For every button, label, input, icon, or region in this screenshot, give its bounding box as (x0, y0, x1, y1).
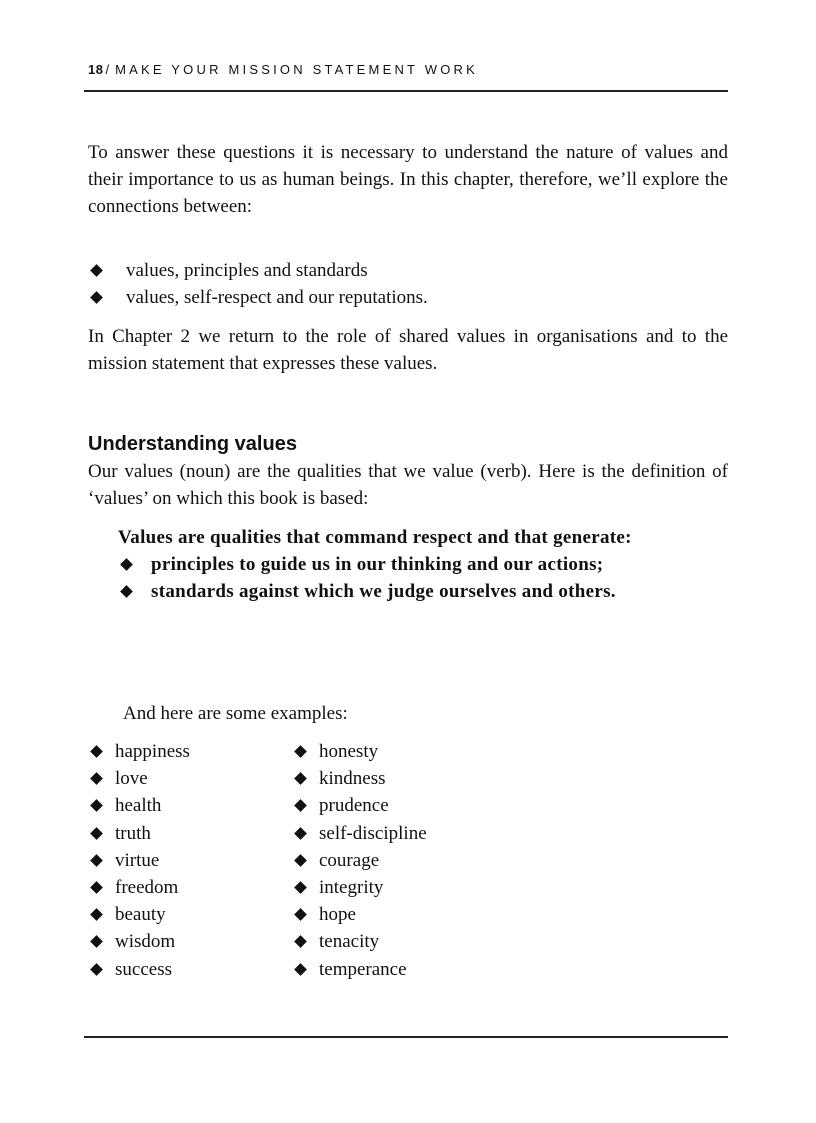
diamond-bullet-icon (90, 264, 103, 277)
list-item (88, 928, 190, 955)
list-item (292, 901, 427, 928)
diamond-bullet-icon (294, 881, 307, 894)
list-item (88, 956, 190, 983)
diamond-bullet-icon (90, 881, 103, 894)
list-item-text: values, self-respect and our reputations. (126, 287, 428, 308)
example-value: kindness (319, 768, 386, 790)
examples-left-column (88, 738, 190, 983)
list-item-text: principles to guide us in our thinking and our actions; (151, 554, 604, 575)
diamond-bullet-icon (90, 291, 103, 304)
diamond-bullet-icon (294, 908, 307, 921)
diamond-bullet-icon (294, 800, 307, 813)
diamond-bullet-icon (90, 772, 103, 785)
intro-paragraph: To answer these questions it is necessary to understand the nature of values and their importance to us as human beings. In this chapter, therefore, we’ll explore the connections between: (88, 142, 728, 217)
diamond-bullet-icon (90, 963, 103, 976)
diamond-bullet-icon (120, 585, 133, 598)
diamond-bullet-icon (294, 963, 307, 976)
list-item (88, 284, 728, 311)
diamond-bullet-icon (90, 908, 103, 921)
example-value: tenacity (319, 931, 380, 953)
example-value: happiness (115, 741, 190, 762)
examples-right-column (292, 738, 427, 983)
list-item (292, 738, 427, 765)
diamond-bullet-icon (294, 745, 307, 758)
list-item (88, 820, 190, 847)
header-separator: / (105, 62, 110, 77)
example-value: freedom (115, 877, 179, 899)
example-value: self-discipline (319, 822, 427, 844)
header-rule (84, 90, 728, 92)
example-value: temperance (319, 958, 407, 980)
diamond-bullet-icon (294, 772, 307, 785)
example-value: health (115, 795, 162, 817)
diamond-bullet-icon (90, 745, 103, 758)
section-heading: Understanding values (88, 433, 297, 455)
diamond-bullet-icon (90, 827, 103, 840)
example-value: success (115, 958, 172, 980)
example-value: truth (115, 822, 151, 844)
examples-intro: And here are some examples: (123, 703, 348, 724)
running-header (88, 62, 478, 77)
footer-rule (84, 1036, 728, 1038)
list-item (118, 551, 728, 578)
diamond-bullet-icon (90, 854, 103, 867)
running-title: MAKE YOUR MISSION STATEMENT WORK (115, 62, 479, 77)
book-page (88, 0, 728, 1123)
list-item (292, 874, 427, 901)
definition-block (118, 524, 728, 605)
example-value: integrity (319, 877, 384, 899)
definition-list (118, 551, 728, 605)
example-value: hope (319, 904, 356, 926)
example-value: love (115, 768, 148, 790)
diamond-bullet-icon (90, 936, 103, 949)
diamond-bullet-icon (120, 558, 133, 571)
example-value: honesty (319, 741, 379, 762)
example-value: beauty (115, 904, 166, 926)
example-value: wisdom (115, 931, 176, 953)
diamond-bullet-icon (90, 800, 103, 813)
page-number: 18 (88, 62, 104, 77)
list-item (88, 765, 190, 792)
list-item (292, 847, 427, 874)
diamond-bullet-icon (294, 854, 307, 867)
list-item (292, 820, 427, 847)
definition-intro: Values are qualities that command respect and that generate: (118, 527, 632, 548)
list-item (292, 956, 427, 983)
example-value: virtue (115, 849, 160, 871)
list-item (292, 765, 427, 792)
list-item (88, 792, 190, 819)
list-item (88, 847, 190, 874)
list-item-text: standards against which we judge ourselves and others. (151, 581, 616, 602)
list-item (88, 257, 728, 284)
section-paragraph: Our values (noun) are the qualities that we value (verb). Here is the definition of ‘values’ on which this book is based: (88, 461, 728, 509)
diamond-bullet-icon (294, 936, 307, 949)
diamond-bullet-icon (294, 827, 307, 840)
list-item (88, 874, 190, 901)
list-item-text: values, principles and standards (126, 260, 368, 281)
list-item (118, 578, 728, 605)
chapter-paragraph: In Chapter 2 we return to the role of shared values in organisations and to the mission statement that expresses these values. (88, 326, 728, 374)
intro-bullet-list (88, 257, 728, 311)
list-item (292, 792, 427, 819)
example-value: prudence (319, 795, 389, 817)
example-value: courage (319, 849, 380, 871)
list-item (88, 901, 190, 928)
list-item (292, 928, 427, 955)
list-item (88, 738, 190, 765)
